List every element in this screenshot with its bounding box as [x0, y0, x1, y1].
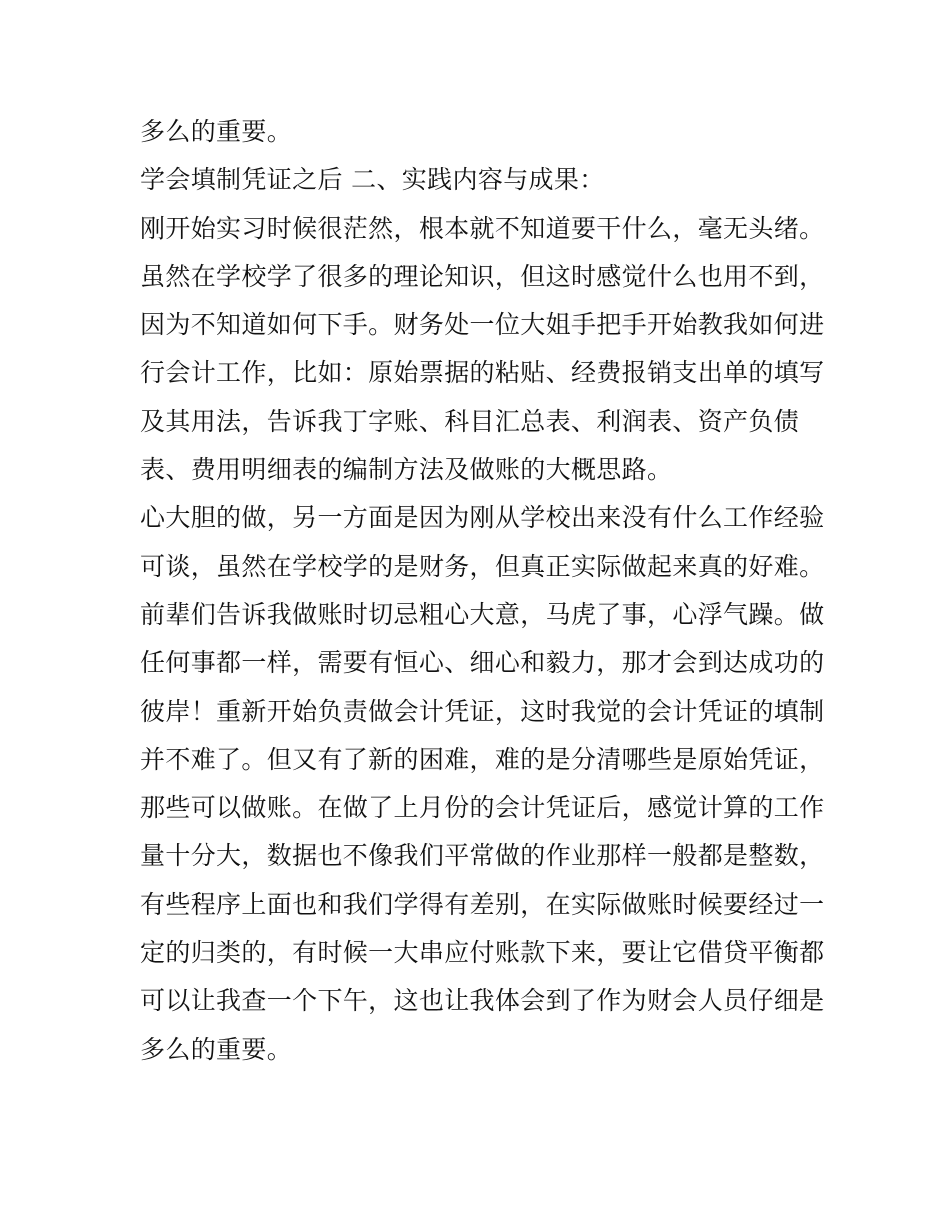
text-line: 表、费用明细表的编制方法及做账的大概思路。: [140, 455, 673, 485]
text-line: 彼岸！重新开始负责做会计凭证，这时我觉的会计凭证的填制: [140, 696, 825, 726]
text-line: 因为不知道如何下手。财务处一位大姐手把手开始教我如何进: [140, 310, 825, 340]
body-text: [140, 108, 830, 1074]
text-line: 前辈们告诉我做账时切忌粗心大意，马虎了事，心浮气躁。做: [140, 599, 825, 629]
text-line: 定的归类的，有时候一大串应付账款下来，要让它借贷平衡都: [140, 938, 825, 968]
text-line: 量十分大，数据也不像我们平常做的作业那样一般都是整数，: [140, 841, 825, 871]
text-line: 多么的重要。: [140, 1034, 293, 1064]
text-line: 心大胆的做，另一方面是因为刚从学校出来没有什么工作经验: [140, 503, 825, 533]
text-line: 行会计工作，比如：原始票据的粘贴、经费报销支出单的填写: [140, 358, 825, 388]
text-line: 可以让我查一个下午，这也让我体会到了作为财会人员仔细是: [140, 986, 825, 1016]
text-line: 多么的重要。: [140, 117, 293, 146]
text-line: 刚开始实习时候很茫然，根本就不知道要干什么，毫无头绪。: [140, 213, 825, 243]
text-line: 那些可以做账。在做了上月份的会计凭证后，感觉计算的工作: [140, 793, 825, 823]
text-line: 有些程序上面也和我们学得有差别，在实际做账时候要经过一: [140, 889, 825, 919]
text-line: 学会填制凭证之后 二、实践内容与成果：: [140, 165, 605, 195]
text-line: 可谈，虽然在学校学的是财务，但真正实际做起来真的好难。: [140, 551, 825, 581]
text-line: 任何事都一样，需要有恒心、细心和毅力，那才会到达成功的: [140, 648, 825, 678]
text-line: 虽然在学校学了很多的理论知识，但这时感觉什么也用不到，: [140, 261, 825, 291]
text-line: 并不难了。但又有了新的困难，难的是分清哪些是原始凭证，: [140, 744, 825, 774]
text-line: 及其用法，告诉我丁字账、科目汇总表、利润表、资产负债: [140, 406, 800, 436]
